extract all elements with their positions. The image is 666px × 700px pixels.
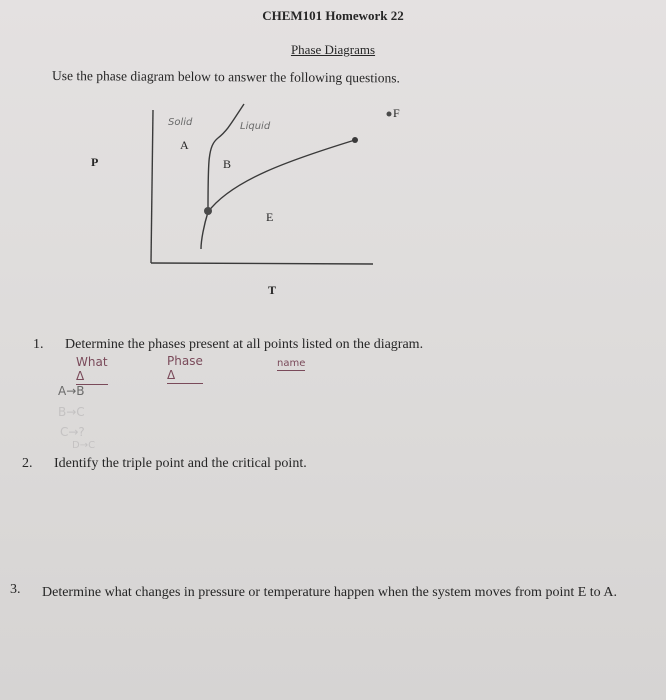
question-text: Identify the triple point and the critical point. (54, 456, 307, 471)
temperature-axis-label: T (268, 283, 277, 297)
solid-gas-line (201, 212, 208, 249)
critical-point-dot (352, 137, 358, 143)
triple-point-dot (204, 207, 212, 215)
handwritten-liquid-label: Liquid (240, 121, 271, 132)
point-a-label: A (180, 138, 189, 152)
pressure-axis-label: P (91, 155, 99, 169)
note-faint-row: B→C (58, 405, 85, 419)
note-a-to-b: A→B (58, 384, 85, 398)
x-axis (151, 263, 373, 264)
point-e-label: E (266, 210, 274, 224)
liquid-gas-line (208, 140, 355, 212)
instructions-text: Use the phase diagram below to answer the following questions. (51, 68, 400, 86)
y-axis (151, 110, 153, 263)
point-b-label: B (223, 157, 232, 171)
point-f-dot (387, 112, 392, 117)
question-text: Determine what changes in pressure or temperature happen when the system moves from point E to A. (42, 585, 618, 600)
note-faint-row: D→C (72, 440, 96, 451)
question-text: Determine the phases present at all points listed on the diagram. (65, 337, 424, 352)
handwritten-solid-label: Solid (168, 117, 193, 128)
note-what-change: What Δ (76, 355, 108, 383)
question-number: 1. (33, 337, 44, 352)
note-name: name (277, 358, 306, 369)
note-phase-change: Phase Δ (167, 354, 203, 382)
question-2 (22, 456, 307, 472)
document-title: CHEM101 Homework 22 (262, 8, 404, 23)
question-number: 2. (22, 456, 33, 471)
document-subtitle: Phase Diagrams (290, 42, 376, 57)
point-f-label: F (393, 106, 400, 120)
question-number: 3. (10, 582, 21, 597)
question-1 (33, 337, 423, 353)
note-faint-row: C→? (60, 425, 85, 439)
question-3 (10, 582, 660, 604)
